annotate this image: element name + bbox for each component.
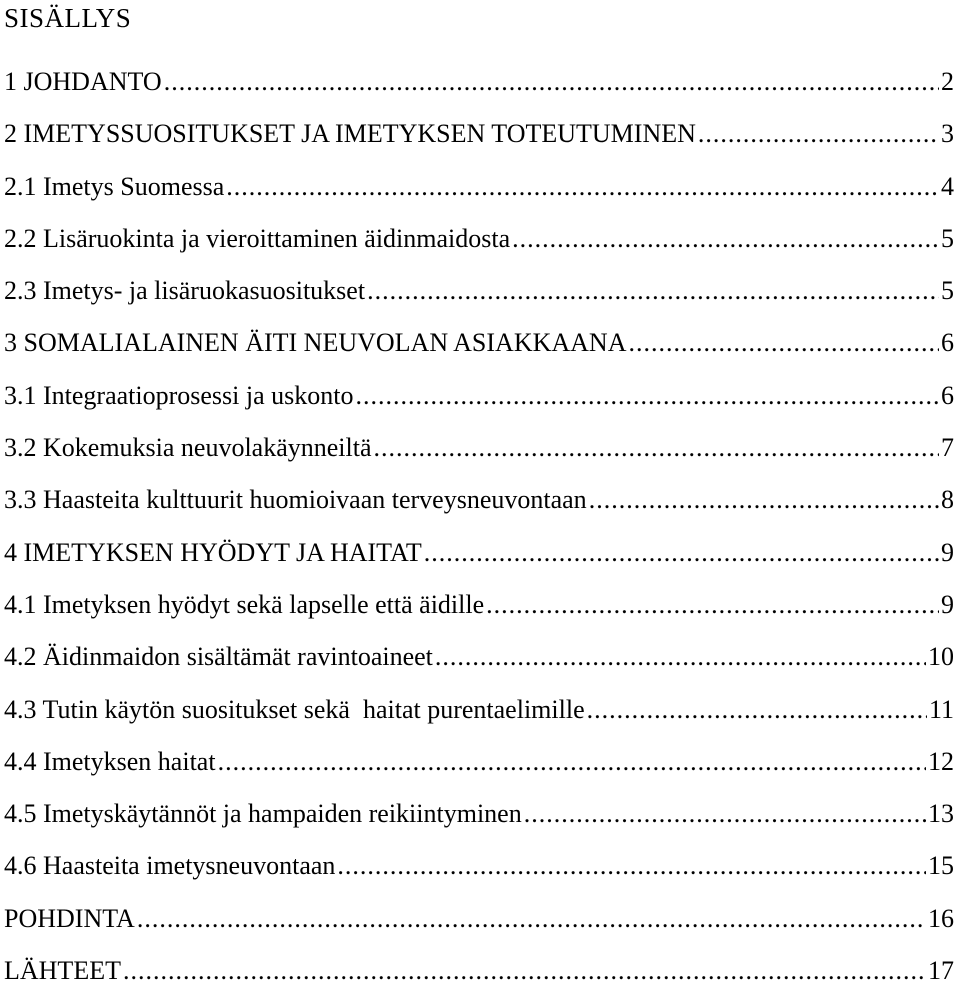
toc-entry [4,850,954,902]
toc-entry-label: POHDINTA [4,903,135,933]
toc-entry [4,275,954,327]
toc-entry-label: 4.3 Tutin käytön suositukset sekä haitat purentaelimille [4,694,585,724]
dot-leader [164,66,939,98]
toc-entry-label: 4.6 Haasteita imetysneuvontaan [4,851,336,881]
dot-leader [629,327,940,359]
dot-leader [374,432,939,464]
dot-leader [587,694,927,726]
toc-entry [4,327,954,379]
toc-page-number: 5 [941,223,954,253]
toc-page-number: 9 [941,537,954,567]
toc-entry [4,903,954,955]
toc-entry [4,380,954,432]
dot-leader [698,118,939,150]
toc-page-number: 16 [928,903,954,933]
toc-entry [4,171,954,223]
dot-leader [367,275,939,307]
toc-entry-label: LÄHTEET [4,956,121,986]
dot-leader [137,903,926,935]
dot-leader [337,850,926,882]
toc-page-number: 4 [941,171,954,201]
toc-entry [4,694,954,746]
toc-entry-label: 4.4 Imetyksen haitat [4,746,216,776]
toc-entry [4,484,954,536]
toc-page-number: 13 [928,799,954,829]
toc-entry-label: 3 SOMALIALAINEN ÄITI NEUVOLAN ASIAKKAANA [4,328,627,358]
toc-entry [4,118,954,170]
toc-entry-label: 2 IMETYSSUOSITUKSET JA IMETYKSEN TOTEUTUMINEN [4,119,696,149]
toc-entry-label: 3.2 Kokemuksia neuvolakäynneiltä [4,433,372,463]
toc-entry-label: 4 IMETYKSEN HYÖDYT JA HAITAT [4,537,422,567]
toc-entry [4,955,954,1007]
toc-entry [4,66,954,118]
dot-leader [356,380,940,412]
toc-page-number: 10 [928,642,954,672]
dot-leader [512,223,939,255]
toc-page-number: 5 [941,276,954,306]
toc-page-number: 12 [928,746,954,776]
toc-page-number: 15 [928,851,954,881]
toc-entry-label: 3.3 Haasteita kulttuurit huomioivaan terveysneuvontaan [4,485,587,515]
toc-entry [4,589,954,641]
dot-leader [123,955,926,987]
toc-page-number: 11 [928,694,954,724]
toc-entry [4,746,954,798]
dot-leader [486,589,939,621]
dot-leader [435,641,926,673]
toc-entry [4,432,954,484]
toc-entry-label: 2.2 Lisäruokinta ja vieroittaminen äidinmaidosta [4,223,511,253]
toc-page-number: 3 [941,119,954,149]
toc-entry [4,537,954,589]
toc-entry-label: 2.1 Imetys Suomessa [4,171,225,201]
toc-entry-label: 4.1 Imetyksen hyödyt sekä lapselle että äidille [4,589,485,619]
dot-leader [589,484,939,516]
toc-entry-label: 4.5 Imetyskäytännöt ja hampaiden reikiintyminen [4,799,522,829]
toc-page-number: 8 [941,485,954,515]
dot-leader [226,171,939,203]
toc-page-number: 17 [928,956,954,986]
dot-leader [424,537,939,569]
toc-page-number: 7 [941,433,954,463]
toc-page-number: 6 [941,380,954,410]
toc-entry-label: 3.1 Integraatioprosessi ja uskonto [4,380,354,410]
dot-leader [218,746,926,778]
toc-page-number: 9 [941,589,954,619]
toc-page-number: 6 [941,328,954,358]
toc-entry-label: 4.2 Äidinmaidon sisältämät ravintoaineet [4,642,433,672]
toc-entry [4,798,954,850]
toc-entry-label: 1 JOHDANTO [4,67,162,96]
toc-entry [4,641,954,693]
toc-page-number: 2 [941,67,954,96]
toc-title: SISÄLLYS [4,3,132,33]
dot-leader [524,798,926,830]
toc-entry-label: 2.3 Imetys- ja lisäruokasuositukset [4,276,366,306]
toc-entry [4,223,954,275]
toc-list [4,66,954,1007]
